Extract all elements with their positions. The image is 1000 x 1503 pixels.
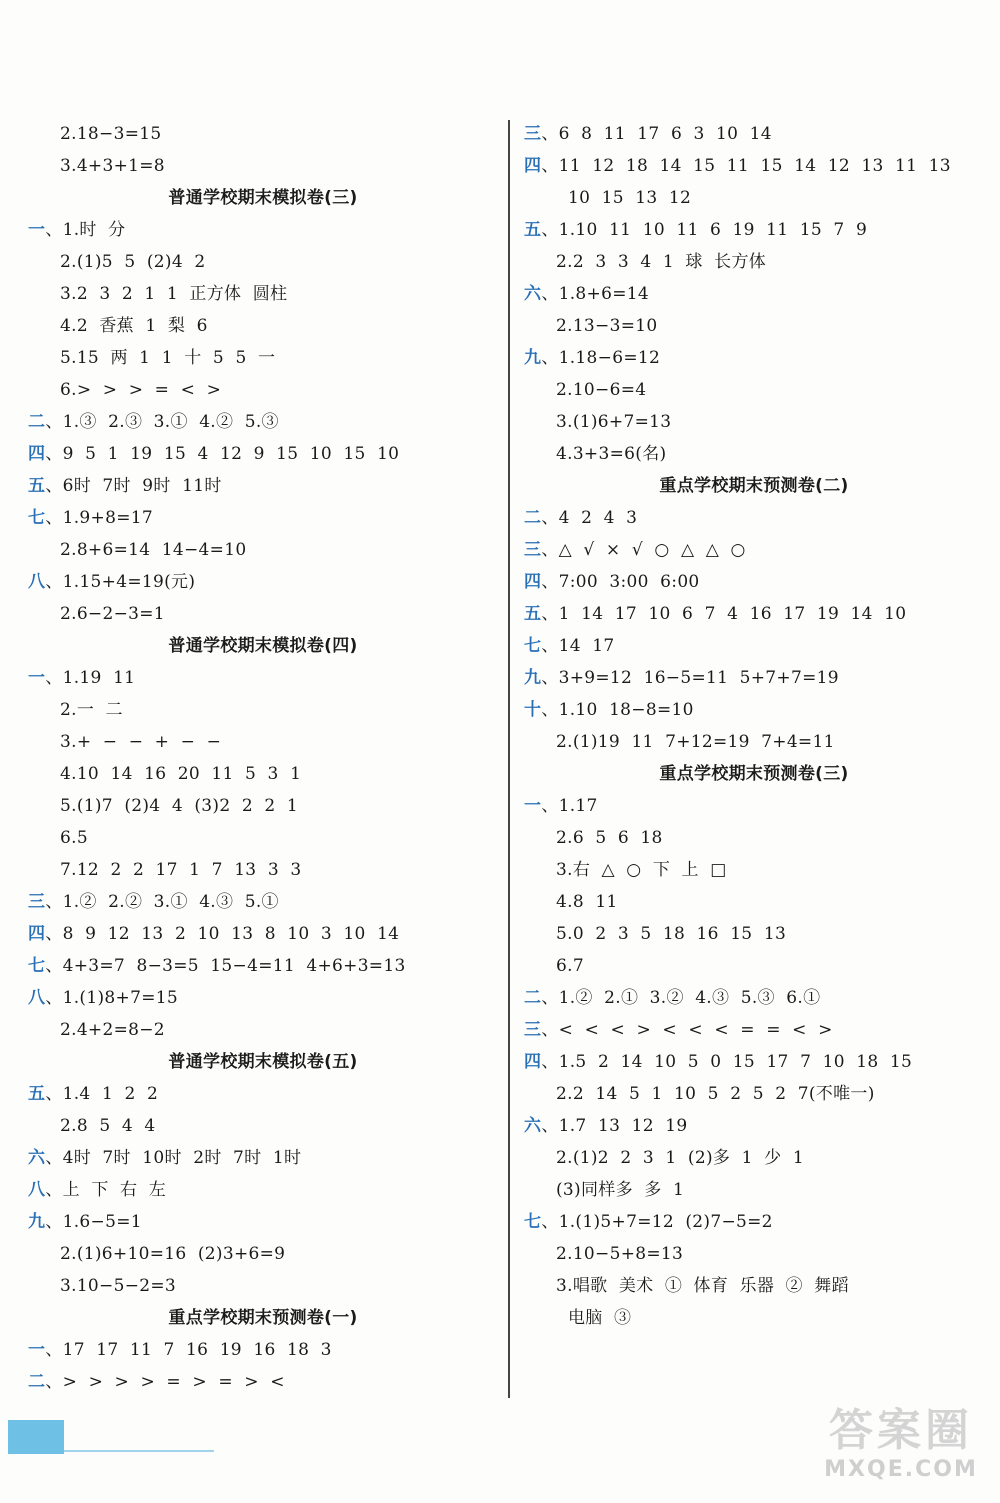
answer-text: 、4+3=7 8−3=5 15−4=11 4+6+3=13 xyxy=(45,956,406,976)
answer-text: 、1.10 11 10 11 6 19 11 15 7 9 xyxy=(541,220,868,240)
page-number-tab xyxy=(8,1420,64,1454)
question-number-mark: 八 xyxy=(28,988,46,1008)
question-answer-line xyxy=(28,886,498,918)
question-answer-line xyxy=(524,982,984,1014)
answer-text: 、6 8 11 17 6 3 10 14 xyxy=(541,124,772,144)
answer-text: 、1.5 2 14 10 5 0 15 17 7 10 18 15 xyxy=(541,1052,913,1072)
section-title: 普通学校期末模拟卷(五) xyxy=(168,1052,358,1072)
answer-text: 、1.15+4=19(元) xyxy=(45,572,196,592)
section-title: 重点学校期末预测卷(二) xyxy=(659,476,849,496)
question-number-mark: 六 xyxy=(524,1116,542,1136)
sub-answer-line: 4.3+3=6(名) xyxy=(556,444,667,464)
question-number-mark: 一 xyxy=(28,1340,46,1360)
section-title: 普通学校期末模拟卷(四) xyxy=(168,636,358,656)
sub-answer-line: 6.5 xyxy=(60,828,88,848)
sub-answer-line: 2.10−5+8=13 xyxy=(556,1244,684,1264)
question-answer-line xyxy=(524,598,984,630)
answer-text: 、1.③ 2.③ 3.① 4.② 5.③ xyxy=(45,412,279,432)
question-answer-line xyxy=(524,1014,984,1046)
question-number-mark: 二 xyxy=(524,508,542,528)
question-answer-line xyxy=(524,342,984,374)
question-number-mark: 九 xyxy=(28,1212,46,1232)
sub-answer-line: 4.2 香蕉 1 梨 6 xyxy=(60,316,208,336)
question-answer-line xyxy=(28,214,498,246)
sub-answer-line: 2.2 14 5 1 10 5 2 5 2 7(不唯一) xyxy=(556,1084,875,1104)
question-answer-line xyxy=(524,694,984,726)
answer-text: 、6时 7时 9时 11时 xyxy=(45,476,222,496)
question-number-mark: 八 xyxy=(28,572,46,592)
question-number-mark: 三 xyxy=(524,540,542,560)
question-answer-line xyxy=(524,566,984,598)
answer-text: 、1.19 11 xyxy=(45,668,136,688)
question-number-mark: 九 xyxy=(524,668,542,688)
answer-text: 、1.8+6=14 xyxy=(541,284,649,304)
sub-answer-line: 2.(1)2 2 3 1 (2)多 1 少 1 xyxy=(556,1148,804,1168)
watermark-domain: MXQE.COM xyxy=(824,1457,978,1482)
question-answer-line xyxy=(524,214,984,246)
sub-answer-line: 3.10−5−2=3 xyxy=(60,1276,177,1296)
sub-answer-line: 电脑 ③ xyxy=(568,1308,632,1328)
question-answer-line xyxy=(28,1174,498,1206)
sub-answer-line: 4.8 11 xyxy=(556,892,618,912)
question-answer-line xyxy=(28,470,498,502)
answer-text: 、3+9=12 16−5=11 5+7+7=19 xyxy=(541,668,839,688)
question-answer-line xyxy=(28,1078,498,1110)
question-answer-line xyxy=(28,1206,498,1238)
answer-column-left xyxy=(28,118,498,1398)
answer-text: 、上 下 右 左 xyxy=(45,1180,167,1200)
question-number-mark: 四 xyxy=(28,444,46,464)
question-answer-line xyxy=(28,950,498,982)
sub-answer-line: 3.唱歌 美术 ① 体育 乐器 ② 舞蹈 xyxy=(556,1276,849,1296)
sub-answer-line: 2.6 5 6 18 xyxy=(556,828,663,848)
question-number-mark: 五 xyxy=(524,220,542,240)
answer-text: 、1.9+8=17 xyxy=(45,508,153,528)
sub-answer-line: 2.8+6=14 14−4=10 xyxy=(60,540,247,560)
question-answer-line xyxy=(28,566,498,598)
question-number-mark: 二 xyxy=(28,1372,46,1392)
question-number-mark: 八 xyxy=(28,1180,46,1200)
sub-answer-line: 2.2 3 3 4 1 球 长方体 xyxy=(556,252,767,272)
sub-answer-line: 3.右 △ ○ 下 上 □ xyxy=(556,860,727,880)
column-divider xyxy=(508,120,510,1398)
answer-text: 、1.时 分 xyxy=(45,220,126,240)
question-number-mark: 四 xyxy=(524,1052,542,1072)
question-number-mark: 五 xyxy=(28,476,46,496)
watermark-logo-text: 答案圈 xyxy=(829,1405,973,1456)
question-number-mark: 四 xyxy=(524,572,542,592)
question-number-mark: 三 xyxy=(524,124,542,144)
answer-text: 、1.(1)5+7=12 (2)7−5=2 xyxy=(541,1212,773,1232)
answer-text: 、> > > > = > = > < xyxy=(45,1372,285,1392)
answer-text: 、11 12 18 14 15 11 15 14 12 13 11 13 xyxy=(541,156,951,176)
question-answer-line xyxy=(28,502,498,534)
sub-answer-line: 3.(1)6+7=13 xyxy=(556,412,672,432)
question-answer-line xyxy=(524,278,984,310)
question-answer-line xyxy=(28,1366,498,1398)
sub-answer-line: 5.15 两 1 1 十 5 5 一 xyxy=(60,348,276,368)
sub-answer-line: 2.(1)5 5 (2)4 2 xyxy=(60,252,206,272)
question-answer-line xyxy=(28,1142,498,1174)
question-number-mark: 三 xyxy=(524,1020,542,1040)
question-answer-line xyxy=(524,534,984,566)
sub-answer-line: (3)同样多 多 1 xyxy=(556,1180,685,1200)
watermark-logo xyxy=(816,1405,986,1489)
question-number-mark: 九 xyxy=(524,348,542,368)
question-answer-line xyxy=(524,1110,984,1142)
answer-text: 、1.6−5=1 xyxy=(45,1212,142,1232)
answer-column-right xyxy=(524,118,984,1334)
sub-answer-line: 2.8 5 4 4 xyxy=(60,1116,156,1136)
question-answer-line xyxy=(524,630,984,662)
answer-text: 、1.17 xyxy=(541,796,598,816)
sub-answer-line: 7.12 2 2 17 1 7 13 3 3 xyxy=(60,860,302,880)
answer-text: 、9 5 1 19 15 4 12 9 15 10 15 10 xyxy=(45,444,400,464)
section-title: 重点学校期末预测卷(一) xyxy=(168,1308,358,1328)
sub-answer-line: 2.6−2−3=1 xyxy=(60,604,165,624)
question-number-mark: 六 xyxy=(28,1148,46,1168)
question-number-mark: 七 xyxy=(524,636,542,656)
question-answer-line xyxy=(28,918,498,950)
question-number-mark: 四 xyxy=(524,156,542,176)
answer-text: 、17 17 11 7 16 19 16 18 3 xyxy=(45,1340,332,1360)
footer-rule xyxy=(64,1450,214,1452)
question-number-mark: 四 xyxy=(28,924,46,944)
question-number-mark: 一 xyxy=(28,220,46,240)
question-answer-line xyxy=(524,662,984,694)
sub-answer-line: 5.0 2 3 5 18 16 15 13 xyxy=(556,924,787,944)
answer-text: 、1.② 2.② 3.① 4.③ 5.① xyxy=(45,892,279,912)
question-number-mark: 五 xyxy=(524,604,542,624)
sub-answer-line: 2.(1)6+10=16 (2)3+6=9 xyxy=(60,1244,286,1264)
question-number-mark: 二 xyxy=(28,412,46,432)
sub-answer-line: 4.10 14 16 20 11 5 3 1 xyxy=(60,764,302,784)
answer-text: 、4 2 4 3 xyxy=(541,508,638,528)
question-answer-line xyxy=(524,1046,984,1078)
question-answer-line xyxy=(28,662,498,694)
answer-text: 、1.10 18−8=10 xyxy=(541,700,694,720)
answer-text: 、1 14 17 10 6 7 4 16 17 19 14 10 xyxy=(541,604,907,624)
question-number-mark: 五 xyxy=(28,1084,46,1104)
question-number-mark: 七 xyxy=(524,1212,542,1232)
section-title: 重点学校期末预测卷(三) xyxy=(659,764,849,784)
sub-answer-line: 6.7 xyxy=(556,956,584,976)
question-answer-line xyxy=(28,438,498,470)
sub-answer-line: 10 15 13 12 xyxy=(568,188,692,208)
question-number-mark: 七 xyxy=(28,508,46,528)
question-answer-line xyxy=(28,406,498,438)
question-number-mark: 二 xyxy=(524,988,542,1008)
answer-text: 、△ √ × √ ○ △ △ ○ xyxy=(541,540,746,560)
question-answer-line xyxy=(524,150,984,182)
sub-answer-line: 5.(1)7 (2)4 4 (3)2 2 2 1 xyxy=(60,796,299,816)
sub-answer-line: 3.4+3+1=8 xyxy=(60,156,165,176)
sub-answer-line: 2.13−3=10 xyxy=(556,316,658,336)
question-answer-line xyxy=(524,118,984,150)
answer-text: 、< < < > < < < = = < > xyxy=(541,1020,833,1040)
answer-text: 、1.② 2.① 3.② 4.③ 5.③ 6.① xyxy=(541,988,821,1008)
sub-answer-line: 2.一 二 xyxy=(60,700,123,720)
question-answer-line xyxy=(524,790,984,822)
question-number-mark: 六 xyxy=(524,284,542,304)
sub-answer-line: 2.(1)19 11 7+12=19 7+4=11 xyxy=(556,732,835,752)
answer-text: 、7:00 3:00 6:00 xyxy=(541,572,700,592)
sub-answer-line: 2.4+2=8−2 xyxy=(60,1020,165,1040)
question-number-mark: 一 xyxy=(28,668,46,688)
answer-text: 、1.(1)8+7=15 xyxy=(45,988,178,1008)
question-number-mark: 十 xyxy=(524,700,542,720)
question-number-mark: 一 xyxy=(524,796,542,816)
sub-answer-line: 2.10−6=4 xyxy=(556,380,647,400)
answer-text: 、1.4 1 2 2 xyxy=(45,1084,159,1104)
question-answer-line xyxy=(28,982,498,1014)
question-answer-line xyxy=(524,1206,984,1238)
section-title: 普通学校期末模拟卷(三) xyxy=(168,188,358,208)
question-number-mark: 三 xyxy=(28,892,46,912)
question-number-mark: 七 xyxy=(28,956,46,976)
question-answer-line xyxy=(524,502,984,534)
answer-text: 、1.7 13 12 19 xyxy=(541,1116,688,1136)
answer-text: 、4时 7时 10时 2时 7时 1时 xyxy=(45,1148,302,1168)
answer-text: 、8 9 12 13 2 10 13 8 10 3 10 14 xyxy=(45,924,400,944)
sub-answer-line: 3.+ − − + − − xyxy=(60,732,222,752)
sub-answer-line: 2.18−3=15 xyxy=(60,124,162,144)
question-answer-line xyxy=(28,1334,498,1366)
sub-answer-line: 6.> > > = < > xyxy=(60,380,222,400)
answer-text: 、14 17 xyxy=(541,636,615,656)
sub-answer-line: 3.2 3 2 1 1 正方体 圆柱 xyxy=(60,284,288,304)
answer-text: 、1.18−6=12 xyxy=(541,348,661,368)
